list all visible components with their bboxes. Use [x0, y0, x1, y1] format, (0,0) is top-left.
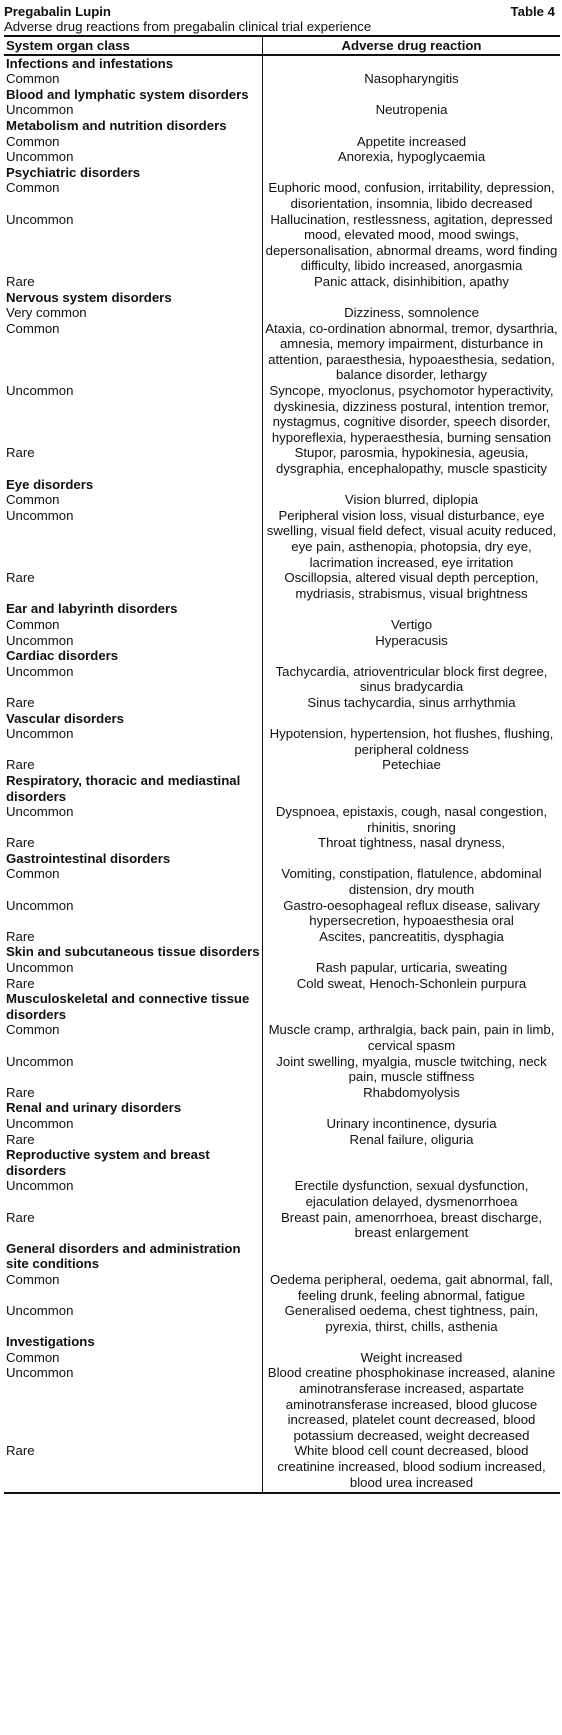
system-organ-class-label: Ear and labyrinth disorders	[4, 601, 263, 617]
adverse-reaction-cell: Neutropenia	[375, 102, 448, 118]
frequency-row	[4, 149, 560, 165]
adverse-reaction-cell: Blood creatine phosphokinase increased, alanine aminotransferase increased, aspartate aminotransferase increased, blood glucose increased, platelet count decreased, blood potassium decreased, weight decreased	[267, 1365, 556, 1443]
frequency-row	[4, 695, 560, 711]
frequency-label: Common	[4, 1272, 263, 1303]
adverse-reaction-cell: Euphoric mood, confusion, irritability, depression, disorientation, insomnia, libido decreased	[268, 180, 555, 211]
system-organ-class-label: Infections and infestations	[4, 55, 263, 72]
frequency-row	[4, 305, 560, 321]
system-organ-class-row	[4, 944, 560, 960]
adverse-reaction-cell: Vertigo	[390, 616, 433, 632]
frequency-label: Common	[4, 866, 263, 897]
adverse-reaction-cell: Vomiting, constipation, flatulence, abdominal distension, dry mouth	[281, 866, 542, 898]
document-title: Pregabalin Lupin	[4, 4, 111, 19]
frequency-label: Uncommon	[4, 633, 263, 649]
adverse-reaction-cell	[263, 991, 561, 1022]
frequency-label: Uncommon	[4, 149, 263, 165]
adverse-reaction-cell: Dyspnoea, epistaxis, cough, nasal congestion, rhinitis, snoring	[275, 804, 548, 835]
adverse-reaction-cell	[263, 851, 561, 867]
frequency-label: Common	[4, 617, 263, 633]
frequency-label: Rare	[4, 1210, 263, 1241]
frequency-row	[4, 1443, 560, 1493]
frequency-row	[4, 321, 560, 383]
adverse-reaction-cell: Tachycardia, atrioventricular block first degree, sinus bradycardia	[275, 663, 548, 695]
adverse-reaction-cell: Rhabdomyolysis	[363, 1084, 460, 1100]
adverse-reaction-cell	[263, 165, 561, 181]
adverse-reaction-cell: Rash papular, urticaria, sweating	[315, 960, 508, 976]
adverse-reaction-cell: Oscillopsia, altered visual depth perception, mydriasis, strabismus, visual brightness	[284, 570, 539, 601]
frequency-label: Rare	[4, 976, 263, 992]
frequency-label: Common	[4, 180, 263, 211]
adverse-reaction-cell: Generalised oedema, chest tightness, pain, pyrexia, thirst, chills, asthenia	[284, 1303, 539, 1334]
column-header-adverse-drug-reaction: Adverse drug reaction	[263, 36, 561, 55]
frequency-row	[4, 726, 560, 757]
system-organ-class-label: Investigations	[4, 1334, 263, 1350]
frequency-label: Common	[4, 1022, 263, 1053]
frequency-row	[4, 757, 560, 773]
frequency-row	[4, 664, 560, 695]
frequency-row	[4, 1303, 560, 1334]
frequency-label: Very common	[4, 305, 263, 321]
system-organ-class-row	[4, 773, 560, 804]
frequency-row	[4, 383, 560, 445]
frequency-label: Uncommon	[4, 898, 263, 929]
frequency-row	[4, 976, 560, 992]
adverse-reaction-cell: Oedema peripheral, oedema, gait abnormal, fall, feeling drunk, feeling abnormal, fatigue	[270, 1271, 553, 1303]
adverse-reaction-cell: Erectile dysfunction, sexual dysfunction, ejaculation delayed, dysmenorrhoea	[294, 1178, 529, 1209]
adverse-reaction-cell: Sinus tachycardia, sinus arrhythmia	[307, 694, 516, 710]
frequency-row	[4, 835, 560, 851]
frequency-label: Uncommon	[4, 102, 263, 118]
adverse-reaction-cell: Peripheral vision loss, visual disturbance, eye swelling, visual field defect, visual acuity reduced, eye pain, asthenopia, photopsia, dry eye, lacrimation increased, eye irritation	[266, 507, 557, 570]
frequency-row	[4, 804, 560, 835]
frequency-row	[4, 1116, 560, 1132]
adverse-reaction-cell: Cold sweat, Henoch-Schonlein purpura	[296, 975, 527, 991]
adverse-reaction-cell: Gastro-oesophageal reflux disease, salivary hypersecretion, hypoaesthesia oral	[283, 897, 540, 929]
system-organ-class-label: Reproductive system and breast disorders	[4, 1147, 263, 1178]
adverse-reaction-cell: Ascites, pancreatitis, dysphagia	[319, 928, 504, 944]
table-header-row	[4, 36, 560, 55]
frequency-label: Uncommon	[4, 1178, 263, 1209]
adverse-reaction-cell: Hallucination, restlessness, agitation, depressed mood, elevated mood, mood swings, depersonalisation, abnormal dreams, word finding difficulty, libido increased, anorgasmia	[265, 211, 558, 274]
frequency-label: Uncommon	[4, 1116, 263, 1132]
system-organ-class-label: Metabolism and nutrition disorders	[4, 118, 263, 134]
frequency-label: Uncommon	[4, 1054, 263, 1085]
table-number: Table 4	[510, 4, 555, 19]
table-caption: Adverse drug reactions from pregabalin clinical trial experience	[4, 19, 372, 34]
frequency-row	[4, 71, 560, 87]
frequency-label: Rare	[4, 757, 263, 773]
system-organ-class-label: Gastrointestinal disorders	[4, 851, 263, 867]
adverse-reaction-cell: Hyperacusis	[375, 632, 448, 648]
frequency-row	[4, 1350, 560, 1366]
frequency-row	[4, 134, 560, 150]
frequency-label: Uncommon	[4, 664, 263, 695]
system-organ-class-row	[4, 991, 560, 1022]
adverse-reaction-cell: Panic attack, disinhibition, apathy	[314, 273, 509, 289]
system-organ-class-label: Vascular disorders	[4, 711, 263, 727]
system-organ-class-label: Cardiac disorders	[4, 648, 263, 664]
frequency-label: Rare	[4, 1085, 263, 1101]
adverse-reaction-cell: Dizziness, somnolence	[344, 305, 479, 321]
frequency-label: Uncommon	[4, 804, 263, 835]
system-organ-class-row	[4, 1241, 560, 1272]
frequency-label: Common	[4, 71, 263, 87]
frequency-label: Common	[4, 1350, 263, 1366]
system-organ-class-row	[4, 477, 560, 493]
frequency-label: Uncommon	[4, 1365, 263, 1443]
frequency-label: Common	[4, 134, 263, 150]
frequency-label: Common	[4, 492, 263, 508]
adverse-reaction-cell	[263, 477, 561, 493]
frequency-row	[4, 866, 560, 897]
frequency-row	[4, 102, 560, 118]
adverse-reaction-cell: Muscle cramp, arthralgia, back pain, pain in limb, cervical spasm	[268, 1022, 555, 1053]
frequency-row	[4, 1022, 560, 1053]
adverse-reaction-cell: Anorexia, hypoglycaemia	[337, 149, 486, 165]
adverse-reaction-cell: Nasopharyngitis	[364, 71, 459, 87]
frequency-row	[4, 445, 560, 476]
adverse-reaction-cell	[263, 1334, 561, 1350]
frequency-row	[4, 1365, 560, 1443]
system-organ-class-label: Psychiatric disorders	[4, 165, 263, 181]
adverse-reaction-cell	[263, 648, 561, 664]
adverse-reaction-cell: Hypotension, hypertension, hot flushes, flushing, peripheral coldness	[269, 726, 554, 757]
system-organ-class-label: Musculoskeletal and connective tissue disorders	[4, 991, 263, 1022]
frequency-label: Rare	[4, 1443, 263, 1493]
frequency-row	[4, 960, 560, 976]
frequency-label: Uncommon	[4, 1303, 263, 1334]
system-organ-class-row	[4, 290, 560, 306]
adverse-reaction-cell: Joint swelling, myalgia, muscle twitching, neck pain, muscle stiffness	[276, 1053, 547, 1085]
frequency-row	[4, 929, 560, 945]
frequency-row	[4, 1085, 560, 1101]
adverse-reaction-cell: Breast pain, amenorrhoea, breast discharge, breast enlargement	[281, 1209, 542, 1241]
frequency-label: Rare	[4, 929, 263, 945]
system-organ-class-row	[4, 1334, 560, 1350]
frequency-label: Rare	[4, 695, 263, 711]
frequency-row	[4, 1210, 560, 1241]
adverse-reaction-cell	[263, 1241, 561, 1272]
frequency-row	[4, 570, 560, 601]
adverse-reaction-cell	[263, 55, 561, 72]
adverse-reaction-cell	[263, 773, 561, 804]
column-header-system-organ-class: System organ class	[4, 36, 263, 55]
adverse-reaction-cell: Vision blurred, diplopia	[344, 492, 479, 508]
system-organ-class-label: Respiratory, thoracic and mediastinal disorders	[4, 773, 263, 804]
frequency-label: Uncommon	[4, 508, 263, 570]
adverse-reaction-cell	[263, 601, 561, 617]
system-organ-class-label: Eye disorders	[4, 477, 263, 493]
system-organ-class-row	[4, 1100, 560, 1116]
frequency-label: Common	[4, 321, 263, 383]
system-organ-class-row	[4, 55, 560, 72]
adverse-reaction-cell	[263, 1100, 561, 1116]
table-body	[4, 55, 560, 1494]
adverse-reaction-cell	[263, 1147, 561, 1178]
frequency-row	[4, 1272, 560, 1303]
adverse-reaction-cell	[263, 87, 561, 103]
adverse-reaction-cell: Weight increased	[360, 1349, 463, 1365]
system-organ-class-label: General disorders and administration site conditions	[4, 1241, 263, 1272]
frequency-row	[4, 1054, 560, 1085]
system-organ-class-row	[4, 851, 560, 867]
adverse-reaction-cell: Throat tightness, nasal dryness,	[318, 835, 505, 851]
adverse-reaction-cell: Renal failure, oliguria	[349, 1131, 474, 1147]
frequency-row	[4, 633, 560, 649]
adverse-reaction-cell	[263, 118, 561, 134]
frequency-row	[4, 508, 560, 570]
frequency-label: Rare	[4, 274, 263, 290]
frequency-row	[4, 212, 560, 274]
adverse-reaction-cell: Stupor, parosmia, hypokinesia, ageusia, dysgraphia, encephalopathy, muscle spasticity	[276, 445, 547, 477]
frequency-label: Rare	[4, 445, 263, 476]
frequency-label: Rare	[4, 570, 263, 601]
adverse-reaction-cell: Ataxia, co-ordination abnormal, tremor, dysarthria, amnesia, memory impairment, disturbance in attention, paraesthesia, hypoaesthesia, sedation, balance disorder, lethargy	[265, 320, 558, 383]
adverse-reaction-cell: White blood cell count decreased, blood creatinine increased, blood sodium increased, blood urea increased	[263, 1443, 561, 1493]
frequency-label: Uncommon	[4, 383, 263, 445]
frequency-row	[4, 492, 560, 508]
system-organ-class-row	[4, 165, 560, 181]
system-organ-class-label: Blood and lymphatic system disorders	[4, 87, 263, 103]
frequency-label: Uncommon	[4, 726, 263, 757]
adverse-reaction-cell	[263, 290, 561, 306]
system-organ-class-row	[4, 648, 560, 664]
frequency-row	[4, 274, 560, 290]
frequency-row	[4, 1132, 560, 1148]
system-organ-class-row	[4, 1147, 560, 1178]
system-organ-class-label: Nervous system disorders	[4, 290, 263, 306]
frequency-label: Uncommon	[4, 960, 263, 976]
system-organ-class-label: Skin and subcutaneous tissue disorders	[4, 944, 263, 960]
system-organ-class-row	[4, 118, 560, 134]
frequency-row	[4, 898, 560, 929]
system-organ-class-row	[4, 711, 560, 727]
system-organ-class-row	[4, 87, 560, 103]
frequency-label: Uncommon	[4, 212, 263, 274]
system-organ-class-row	[4, 601, 560, 617]
adverse-reactions-table	[4, 35, 560, 1494]
adverse-reaction-cell: Urinary incontinence, dysuria	[326, 1115, 497, 1131]
frequency-row	[4, 1178, 560, 1209]
frequency-row	[4, 617, 560, 633]
adverse-reaction-cell: Petechiae	[382, 757, 441, 773]
adverse-reaction-cell: Syncope, myoclonus, psychomotor hyperactivity, dyskinesia, dizziness postural, intention tremor, nystagmus, cognitive disorder, speech disorder, hyporeflexia, hyperaesthesia, burning sensation	[269, 383, 554, 445]
frequency-label: Rare	[4, 835, 263, 851]
system-organ-class-label: Renal and urinary disorders	[4, 1100, 263, 1116]
adverse-reaction-cell	[263, 944, 561, 960]
adverse-reaction-cell	[263, 711, 561, 727]
adverse-reaction-cell: Appetite increased	[356, 133, 467, 149]
title-row	[4, 4, 558, 19]
frequency-row	[4, 180, 560, 211]
frequency-label: Rare	[4, 1132, 263, 1148]
